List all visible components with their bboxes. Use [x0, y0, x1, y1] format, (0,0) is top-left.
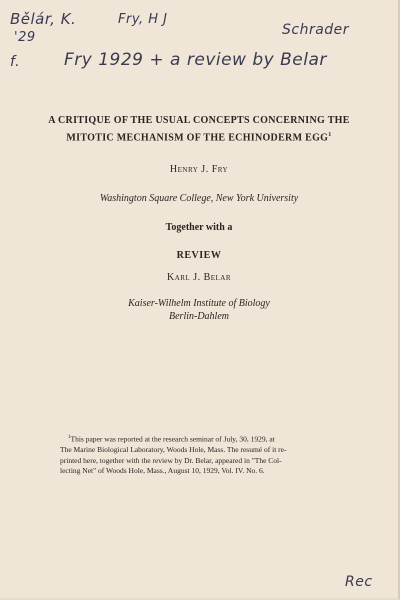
- footnote-mark: 1: [68, 435, 71, 440]
- handwritten-year-note: '29: [14, 30, 36, 45]
- reviewer-affiliation-line-1: Kaiser-Wilhelm Institute of Biology: [128, 298, 270, 309]
- reviewer-affiliation-line-2: Berlin-Dahlem: [169, 311, 229, 322]
- footnote-line: lecting Net" of Woods Hole, Mass., August 10, 1929, Vol. IV. No. 6.: [60, 466, 265, 476]
- reviewer-name: Karl J. Belar: [166, 272, 232, 283]
- handwritten-name-note: Schrader: [282, 22, 350, 38]
- footnote-line: The Marine Biological Laboratory, Woods Hole, Mass. The resumé of it re-: [60, 445, 287, 455]
- handwritten-author-note: Bělár, K.: [10, 10, 77, 28]
- footnote: [60, 433, 372, 477]
- author-affiliation: Washington Square College, New York University: [99, 193, 299, 204]
- handwritten-fig-note: f.: [10, 54, 21, 70]
- title-line-1: A CRITIQUE OF THE USUAL CONCEPTS CONCERNING THE: [48, 115, 350, 126]
- handwritten-rec-note: Rec: [345, 574, 373, 590]
- footnote-line: $^1$This paper was reported at the research seminar of July, 30, 1929, at: [68, 434, 275, 444]
- handwritten-citation-note: Fry 1929 + a review by Belar: [64, 50, 327, 70]
- handwritten-author-note-2: Fry, H J: [118, 12, 168, 27]
- footnote-line: printed here, together with the review by Dr. Belar, appeared in "The Col-: [60, 455, 282, 465]
- author-name: Henry J. Fry: [169, 164, 229, 175]
- title-footnote-mark: 1: [328, 132, 332, 138]
- review-heading: REVIEW: [176, 250, 222, 261]
- paper-title: [20, 114, 378, 145]
- reviewer-affiliation: [20, 297, 378, 323]
- together-with-text: Together with a: [165, 222, 233, 233]
- title-line-2: MITOTIC MECHANISM OF THE ECHINODERM EGG: [66, 132, 329, 144]
